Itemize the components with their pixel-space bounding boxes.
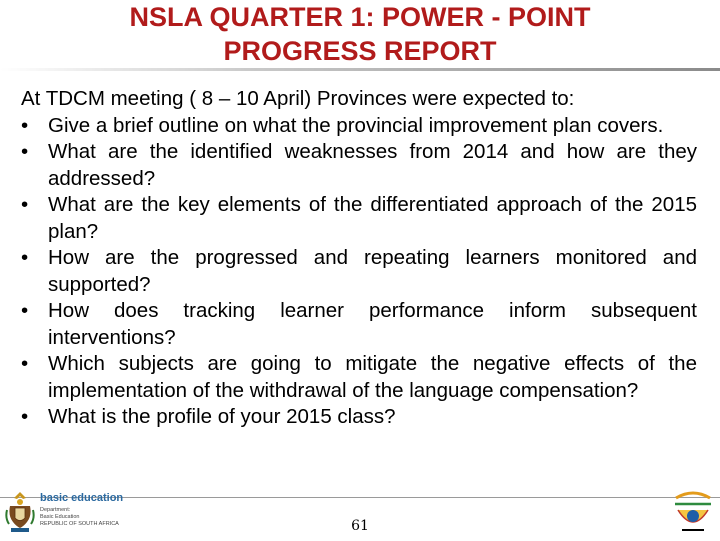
- bullet-text: What are the identified weaknesses from 2014 and how are they addressed?: [48, 140, 697, 190]
- slide-title: [0, 0, 720, 68]
- bullet-icon: •: [21, 113, 29, 137]
- bullet-icon: •: [21, 246, 29, 269]
- bullet-item: [21, 298, 697, 351]
- bullet-text: How does tracking learner performance inform subsequent interventions?: [48, 299, 697, 349]
- anniversary-emblem-icon: [670, 490, 716, 536]
- bullet-text: What is the profile of your 2015 class?: [48, 405, 396, 428]
- bullet-text: Which subjects are going to mitigate the negative effects of the implementation of the withdrawal of the language compensation?: [48, 352, 697, 402]
- bullet-text: Give a brief outline on what the provincial improvement plan covers.: [48, 113, 664, 137]
- bullet-item: [21, 404, 697, 431]
- bullet-item: [21, 139, 697, 192]
- bullet-icon: •: [21, 352, 29, 375]
- bullet-item: [21, 113, 697, 140]
- dbe-logo: [4, 490, 124, 536]
- bullet-item: [21, 192, 697, 245]
- dept-line-2: Basic Education: [40, 514, 80, 520]
- bullet-text: How are the progressed and repeating learners monitored and supported?: [48, 246, 697, 296]
- page-number: 61: [351, 518, 369, 534]
- coat-of-arms-icon: [4, 490, 36, 534]
- brand-name: basic education: [40, 492, 124, 504]
- dept-line-3: REPUBLIC OF SOUTH AFRICA: [40, 521, 119, 527]
- slide-body: [21, 86, 697, 431]
- bullet-icon: •: [21, 299, 29, 322]
- department-text: [40, 507, 119, 528]
- title-line-1: NSLA QUARTER 1: POWER - POINT: [129, 2, 591, 32]
- bullet-text: What are the key elements of the differentiated approach of the 2015 plan?: [48, 193, 697, 243]
- dept-line-1: Department:: [40, 507, 71, 513]
- title-divider: [0, 68, 720, 71]
- bullet-icon: •: [21, 193, 29, 216]
- bullet-item: [21, 351, 697, 404]
- title-line-2: PROGRESS REPORT: [223, 36, 497, 66]
- bullet-list: [21, 113, 697, 431]
- anniversary-logo: [670, 490, 716, 536]
- bullet-item: [21, 245, 697, 298]
- bullet-icon: •: [21, 405, 29, 428]
- intro-text: At TDCM meeting ( 8 – 10 April) Provinces were expected to:: [21, 87, 575, 110]
- bullet-icon: •: [21, 140, 29, 163]
